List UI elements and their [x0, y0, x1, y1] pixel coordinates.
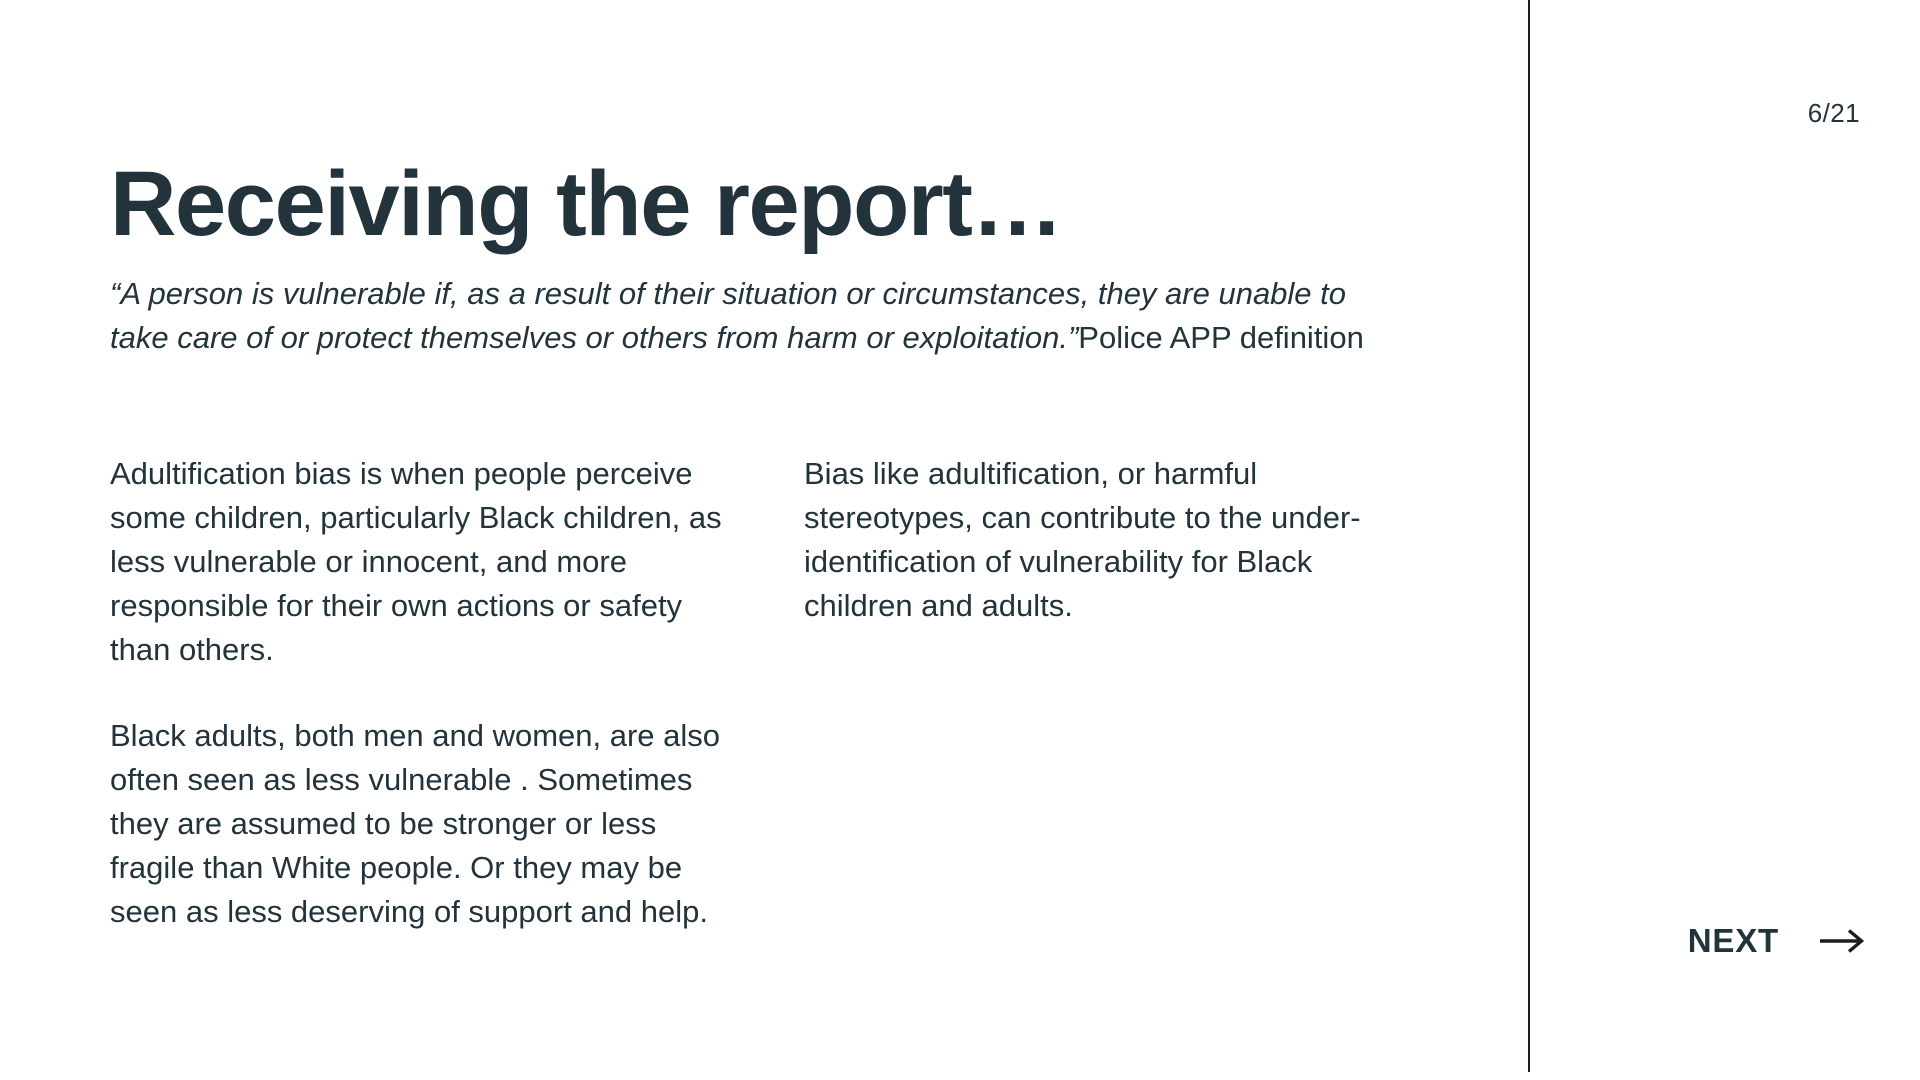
quote-source: Police APP definition — [1078, 320, 1364, 356]
arrow-right-icon — [1819, 926, 1865, 956]
nav-rail — [1530, 0, 1920, 1080]
page-title: Receiving the report… — [110, 152, 1063, 255]
paragraph: Adultification bias is when people perceive some children, particularly Black children, as less vulnerable or innocent, and more responsible for their own actions or safety than others. — [110, 456, 722, 668]
next-button-label: NEXT — [1687, 922, 1779, 959]
next-button[interactable] — [1688, 922, 1865, 960]
quote-text: “A person is vulnerable if, as a result of their situation or circumstances, they are unable to take care of or protect themselves or others from harm or exploitation.” — [110, 276, 1347, 356]
column-left — [110, 452, 730, 934]
page-indicator: 6/21 — [1807, 98, 1860, 128]
body-columns — [110, 452, 1420, 934]
paragraph: Bias like adultification, or harmful stereotypes, can contribute to the under-identification of vulnerability for Black children and adults. — [804, 456, 1361, 624]
paragraph: Black adults, both men and women, are also often seen as less vulnerable . Sometimes they are assumed to be stronger or less fragile than White people. Or they may be seen as less deserving of support and help. — [110, 718, 721, 930]
quote-block — [110, 272, 1400, 360]
column-right — [804, 452, 1424, 934]
slide-content — [110, 0, 1440, 1080]
